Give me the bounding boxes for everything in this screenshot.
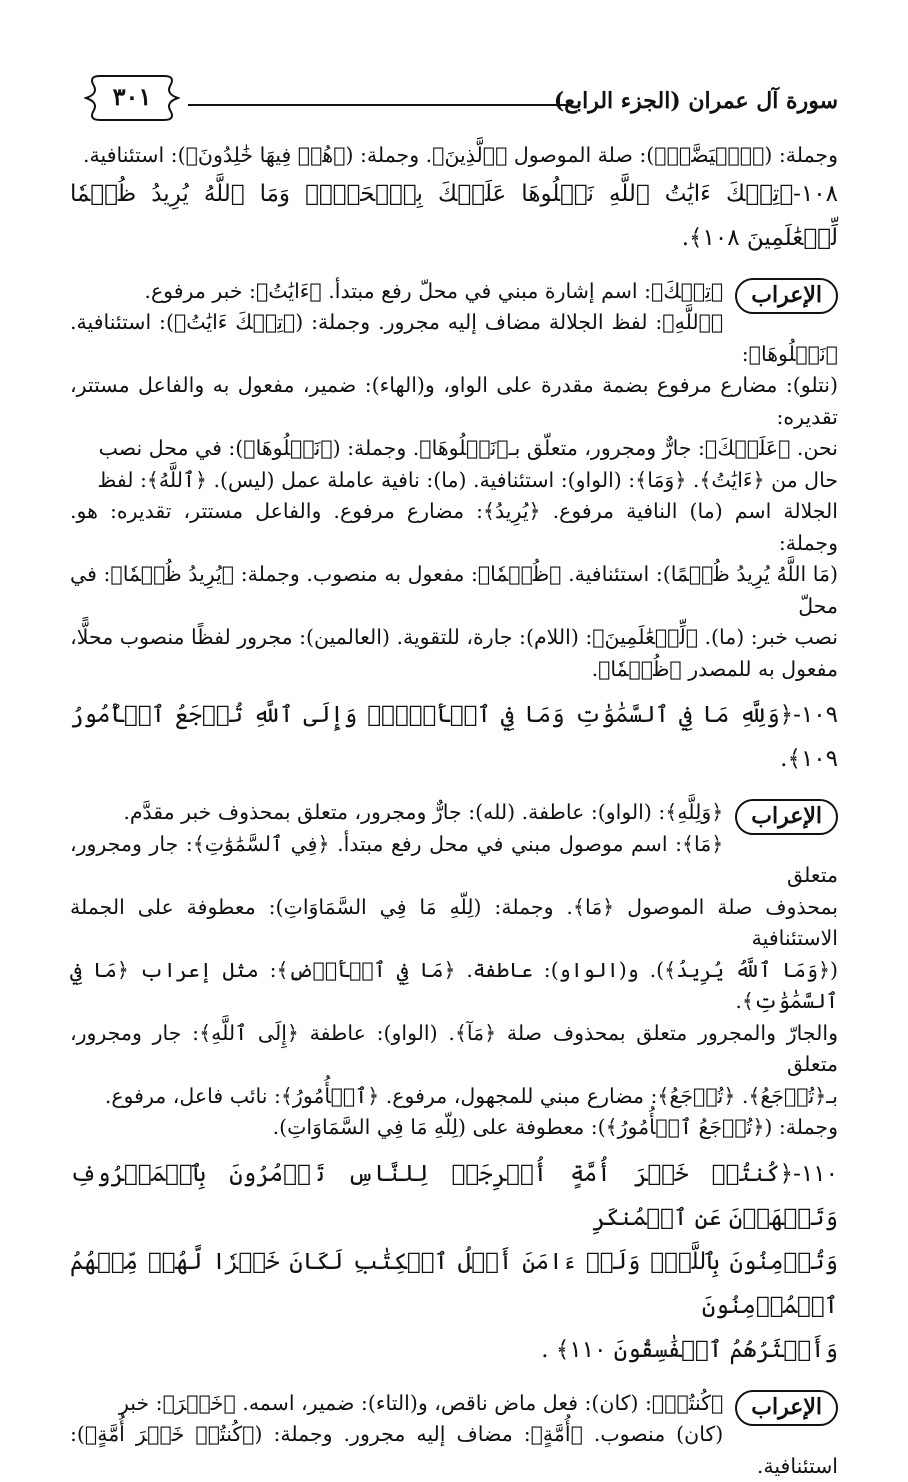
verse-108: ١٠٨-﴿تِلۡكَ ءَايَٰتُ ٱللَّهِ نَتۡلُوهَا عَلَيۡكَ بِٱلۡحَقِّۗ وَمَا ٱللَّهُ يُرِيدُ ظُلۡمٗا لِّلۡعَٰلَمِينَ ١٠٨﴾. [70,172,838,260]
irab-109-line: ﴿وَلِلَّهِ﴾: (الواو): عاطفة. (لله): جارٌّ ومجرور، متعلق بمحذوف خبر مقدَّم. [70,797,838,829]
irab-108-line: ﴿ٱللَّهِ﴾: لفظ الجلالة مضاف إليه مجرور. وجملة: (﴿تِلۡكَ ءَايَٰتُ﴾): استئنافية. ﴿نَتۡلُوهَا﴾: [70,307,838,370]
verse-110-line: ١١٠-﴿كُنتُمۡ خَيۡرَ أُمَّةٍ أُخۡرِجَتۡ لِلنَّاسِ تَأۡمُرُونَ بِٱلۡمَعۡرُوفِ وَتَنۡهَوۡنَ عَنِ ٱلۡمُنكَرِ [70,1152,838,1240]
irab-108-line: (نتلو): مضارع مرفوع بضمة مقدرة على الواو، و(الهاء): ضمير، مفعول به والفاعل مستتر، تقديره: [70,370,838,433]
irab-109-line: بـ﴿تُرۡجَعُ﴾. ﴿تُرۡجَعُ﴾: مضارع مبني للمجهول، مرفوع. ﴿ٱلۡأُمُورُ﴾: نائب فاعل، مرفوع. [70,1081,838,1113]
page-number-frame [84,72,180,124]
irab-110-line: ﴿كُنتُمۡ﴾: (كان): فعل ماض ناقص، و(التاء): ضمير، اسمه. ﴿خَيۡرَ﴾: خبر [70,1388,838,1420]
irab-109-block [70,797,838,1144]
irab-108-block [70,276,838,686]
irab-109-line: (﴿وَمَا ٱللَّهُ يُرِيدُ﴾). و(الواو): عاطفة. ﴿مَا فِي ٱلۡأَرۡضِ﴾: مثل إعراب ﴿مَا فِي ٱلسَّمَٰوَٰتِ﴾. [70,955,838,1018]
irab-badge: الإعراب [735,799,838,835]
irab-108-line: نحن. ﴿عَلَيۡكَ﴾: جارٌّ ومجرور، متعلّق بـ﴿نَتۡلُوهَا﴾. وجملة: (﴿نَتۡلُوهَا﴾): في محل نصب [70,433,838,465]
verse-109: ١٠٩-﴿وَلِلَّهِ مَا فِي ٱلسَّمَٰوَٰتِ وَمَا فِي ٱلۡأَرۡضِۚ وَإِلَى ٱللَّهِ تُرۡجَعُ ٱلۡأُمُورُ ١٠٩﴾. [70,693,838,781]
irab-110-line: (كان) منصوب. ﴿أُمَّةٍ﴾: مضاف إليه مجرور. وجملة: (﴿كُنتُمۡ خَيۡرَ أُمَّةٍ﴾): استئنافية. [70,1419,838,1482]
irab-108-line: مفعول به للمصدر ﴿ظُلۡمٗا﴾. [70,654,838,686]
irab-108-line: (مَا اللَّهُ يُرِيدُ ظُلۡمًا): استئنافية. ﴿ظُلۡمٗا﴾: مفعول به منصوب. وجملة: ﴿يُرِيدُ ظُلۡمٗا﴾: في محلّ [70,559,838,622]
irab-109-line: والجارّ والمجرور متعلق بمحذوف صلة ﴿مَآ﴾. (الواو): عاطفة ﴿إِلَى ٱللَّهِ﴾: جار ومجرور، متعلق [70,1018,838,1081]
irab-109-line: بمحذوف صلة الموصول ﴿مَا﴾. وجملة: (لِلّهِ مَا فِي السَّمَاوَاتِ): معطوفة على الجملة الاستئنافية [70,892,838,955]
page-header [70,70,838,126]
irab-109-line: وجملة: (﴿تُرۡجَعُ ٱلۡأُمُورُ﴾): معطوفة على (لِلّهِ مَا فِي السَّمَاوَاتِ). [70,1112,838,1144]
irab-108-line: حال من ﴿ءَايَٰتُ﴾. ﴿وَمَا﴾: (الواو): استئنافية. (ما): نافية عاملة عمل (ليس). ﴿ٱللَّهُ﴾: لفظ [70,465,838,497]
irab-badge: الإعراب [735,1390,838,1426]
irab-109-line: ﴿مَا﴾: اسم موصول مبني في محل رفع مبتدأ. ﴿فِي ٱلسَّمَٰوَٰتِ﴾: جار ومجرور، متعلق [70,829,838,892]
irab-108-line: نصب خبر: (ما). ﴿لِّلۡعَٰلَمِينَ﴾: (اللام): جارة، للتقوية. (العالمين): مجرور لفظًا منصوب محلًّا، [70,622,838,654]
header-rule [188,104,568,106]
page-number: ٣٠١ [84,82,180,111]
intro-line: وجملة: (﴿ٱبۡيَضَّتۡ﴾): صلة الموصول ﴿ٱلَّذِينَ﴾. وجملة: (﴿هُمۡ فِيهَا خَٰلِدُونَ﴾): استئنافية. [70,140,838,172]
page-content [70,140,838,1482]
irab-108-line: ﴿تِلۡكَ﴾: اسم إشارة مبني في محلّ رفع مبتدأ. ﴿ءَايَٰتُ﴾: خبر مرفوع. [70,276,838,308]
irab-110-block [70,1388,838,1482]
verse-110-line: وَأَكۡثَرُهُمُ ٱلۡفَٰسِقُونَ ١١٠﴾ . [70,1328,838,1372]
irab-badge: الإعراب [735,278,838,314]
running-title: سورة آل عمران (الجزء الرابع) [554,88,838,114]
verse-110-line: وَتُؤۡمِنُونَ بِٱللَّهِۗ وَلَوۡ ءَامَنَ أَهۡلُ ٱلۡكِتَٰبِ لَكَانَ خَيۡرٗا لَّهُمۚ مِّنۡهُمُ ٱلۡمُؤۡمِنُونَ [70,1240,838,1328]
irab-108-line: الجلالة اسم (ما) النافية مرفوع. ﴿يُرِيدُ﴾: مضارع مرفوع. والفاعل مستتر، تقديره: هو. وجملة: [70,496,838,559]
